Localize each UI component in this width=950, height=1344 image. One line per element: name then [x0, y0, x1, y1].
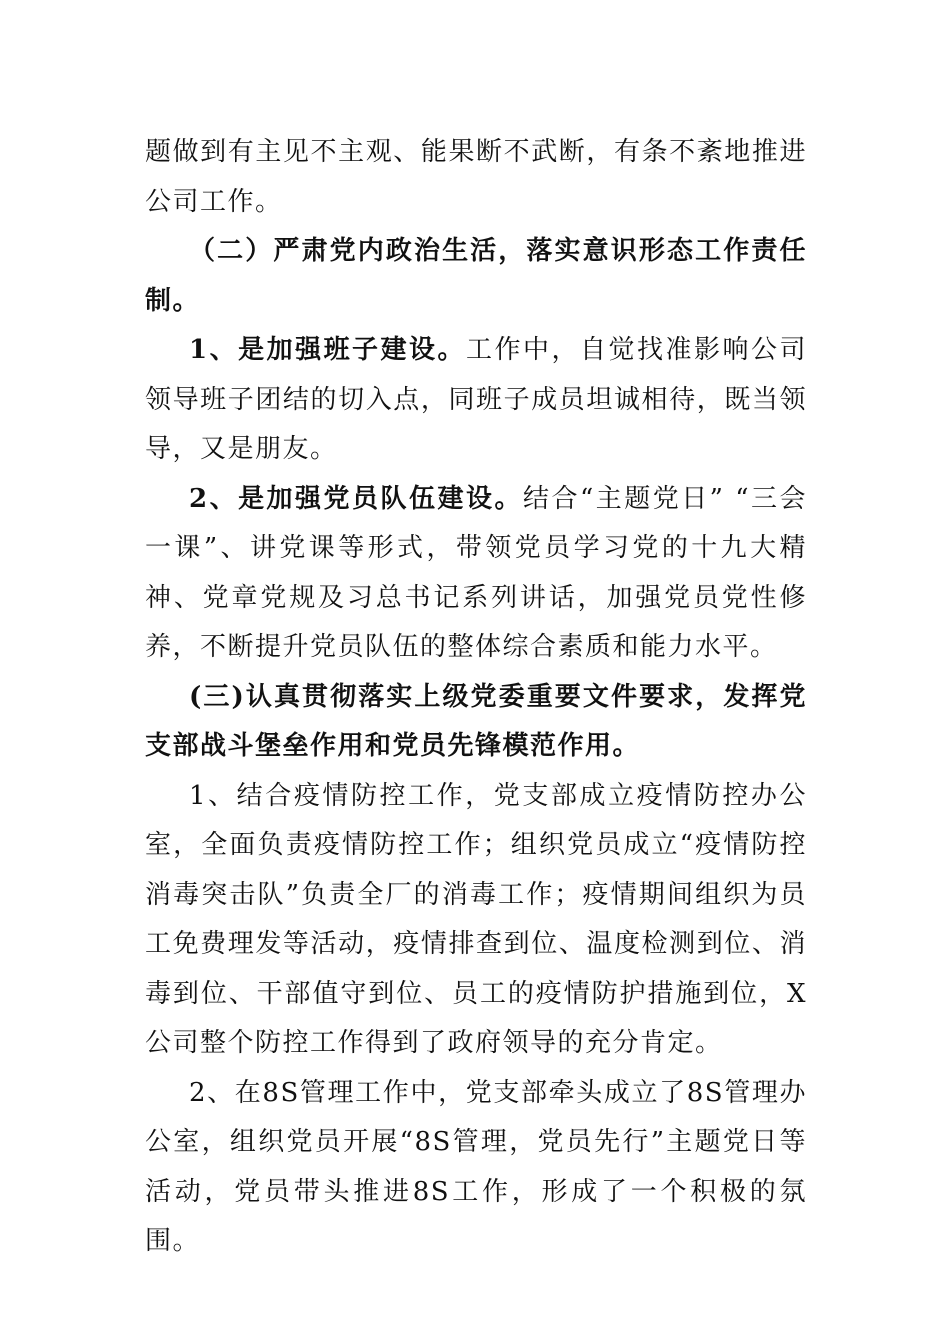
- document-page: [145, 128, 807, 1267]
- paragraph-item-1: [145, 326, 807, 475]
- paragraph-8s: 2、在8S管理工作中，党支部牵头成立了8S管理办公室，组织党员开展“8S管理，党员先行”主题党日等活动，党员带头推进8S工作，形成了一个积极的氛围。: [145, 1077, 807, 1256]
- section-heading-2: （二）严肃党内政治生活，落实意识形态工作责任制。: [145, 236, 807, 316]
- section-heading-3: (三)认真贯彻落实上级党委重要文件要求，发挥党支部战斗堡垒作用和党员先锋模范作用。: [145, 681, 807, 761]
- item-lead: 1、是加强班子建设。: [189, 335, 467, 365]
- item-text: 工作中，自觉找准影响公司领导班子团结的切入点，同班子成员坦诚相待，既当领导，又是朋友。: [145, 335, 807, 464]
- paragraph-item-2: [145, 475, 807, 673]
- paragraph-epidemic: 1、结合疫情防控工作，党支部成立疫情防控办公室，全面负责疫情防控工作；组织党员成立“疫情防控消毒突击队”负责全厂的消毒工作；疫情期间组织为员工免费理发等活动，疫情排查到位、温度检测到位、消毒到位、干部值守到位、员工的疫情防护措施到位，X公司整个防控工作得到了政府领导的充分肯定。: [145, 780, 807, 1058]
- item-lead: 2、是加强党员队伍建设。: [189, 483, 523, 514]
- paragraph-continuation: 题做到有主见不主观、能果断不武断，有条不紊地推进公司工作。: [145, 137, 807, 217]
- item-text: 结合“主题党日” “三会一课”、讲党课等形式，带领党员学习党的十九大精神、党章党规及习总书记系列讲话，加强党员党性修养，不断提升党员队伍的整体综合素质和能力水平。: [145, 483, 807, 662]
